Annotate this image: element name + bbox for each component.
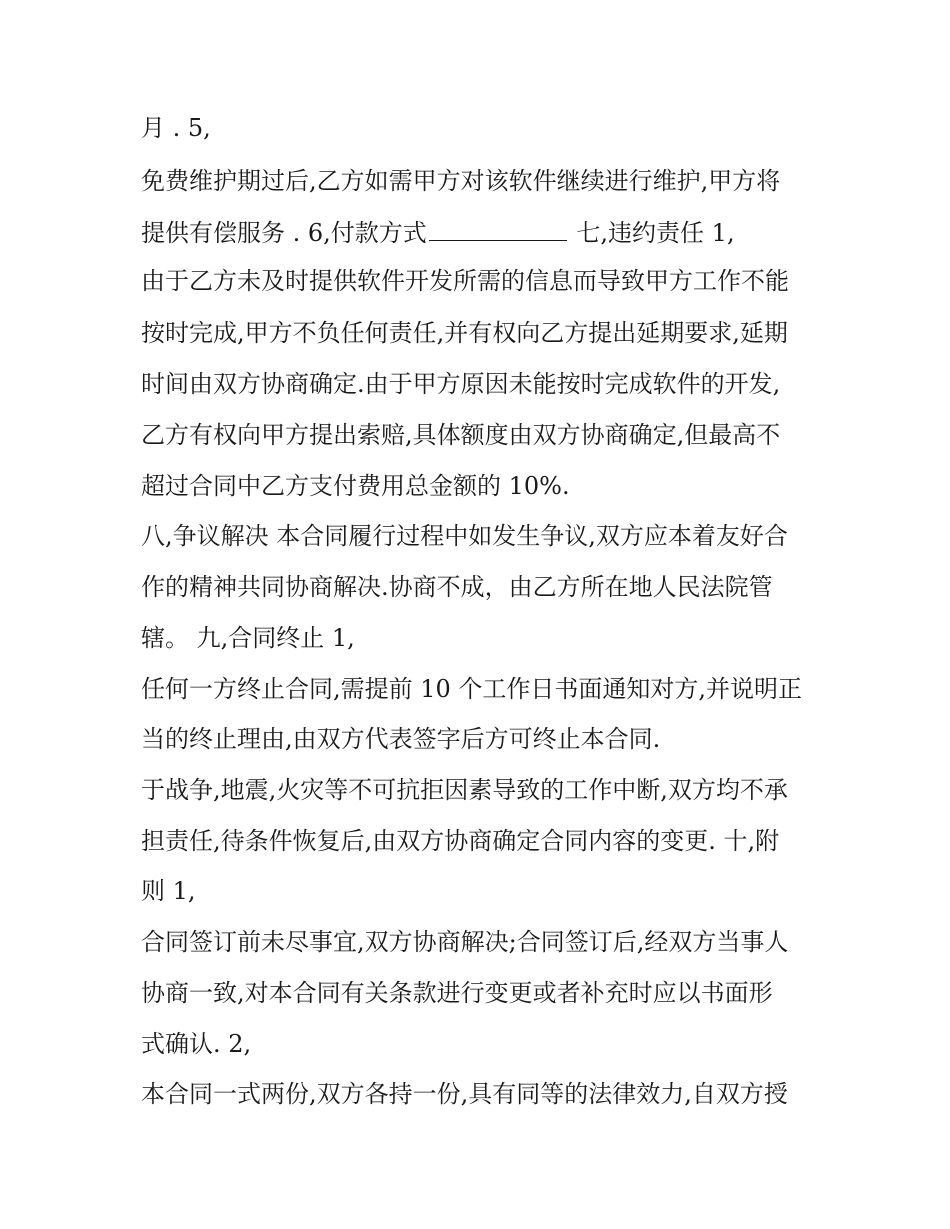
text-line-8: 超过合同中乙方支付费用总金额的 10%. — [141, 472, 570, 500]
text-line-2: 免费维护期过后,乙方如需甲方对该软件继续进行维护,甲方将 — [141, 167, 781, 195]
text-line-9: 八,争议解决 本合同履行过程中如发生争议,双方应本着友好合 — [141, 522, 788, 550]
text-line-3-end: 七,违约责任 1, — [568, 219, 735, 247]
payment-method-blank — [429, 216, 567, 241]
text-line-6: 时间由双方协商确定.由于甲方原因未能按时完成软件的开发, — [141, 370, 781, 398]
text-line-15: 担责任,待条件恢复后,由双方协商确定合同内容的变更. 十,附 — [141, 827, 780, 855]
text-line-3-start: 提供有偿服务 . 6,付款方式 — [141, 219, 427, 247]
text-line-14: 于战争,地震,火灾等不可抗拒因素导致的工作中断,双方均不承 — [141, 776, 788, 804]
text-line-19: 式确认. 2, — [141, 1030, 252, 1058]
text-line-7: 乙方有权向甲方提出索赔,具体额度由双方协商确定,但最高不 — [141, 421, 781, 449]
text-line-18: 协商一致,对本合同有关条款进行变更或者补充时应以书面形 — [141, 979, 773, 1007]
text-line-12: 任何一方终止合同,需提前 10 个工作日书面通知对方,并说明正 — [141, 675, 803, 703]
text-line-17: 合同签订前未尽事宜,双方协商解决;合同签订后,经双方当事人 — [141, 928, 789, 956]
text-line-1: 月 . 5, — [141, 114, 211, 142]
text-line-4: 由于乙方未及时提供软件开发所需的信息而导致甲方工作不能 — [141, 267, 789, 295]
text-line-3 — [141, 216, 735, 248]
text-line-5: 按时完成,甲方不负任何责任,并有权向乙方提出延期要求,延期 — [141, 319, 788, 347]
text-line-16: 则 1, — [141, 877, 196, 905]
text-line-11: 辖。 九,合同终止 1, — [141, 624, 355, 652]
text-line-20: 本合同一式两份,双方各持一份,具有同等的法律效力,自双方授 — [141, 1080, 788, 1108]
text-line-13: 当的终止理由,由双方代表签字后方可终止本合同. — [141, 725, 661, 753]
text-line-10: 作的精神共同协商解决.协商不成，由乙方所在地人民法院管 — [141, 573, 773, 601]
